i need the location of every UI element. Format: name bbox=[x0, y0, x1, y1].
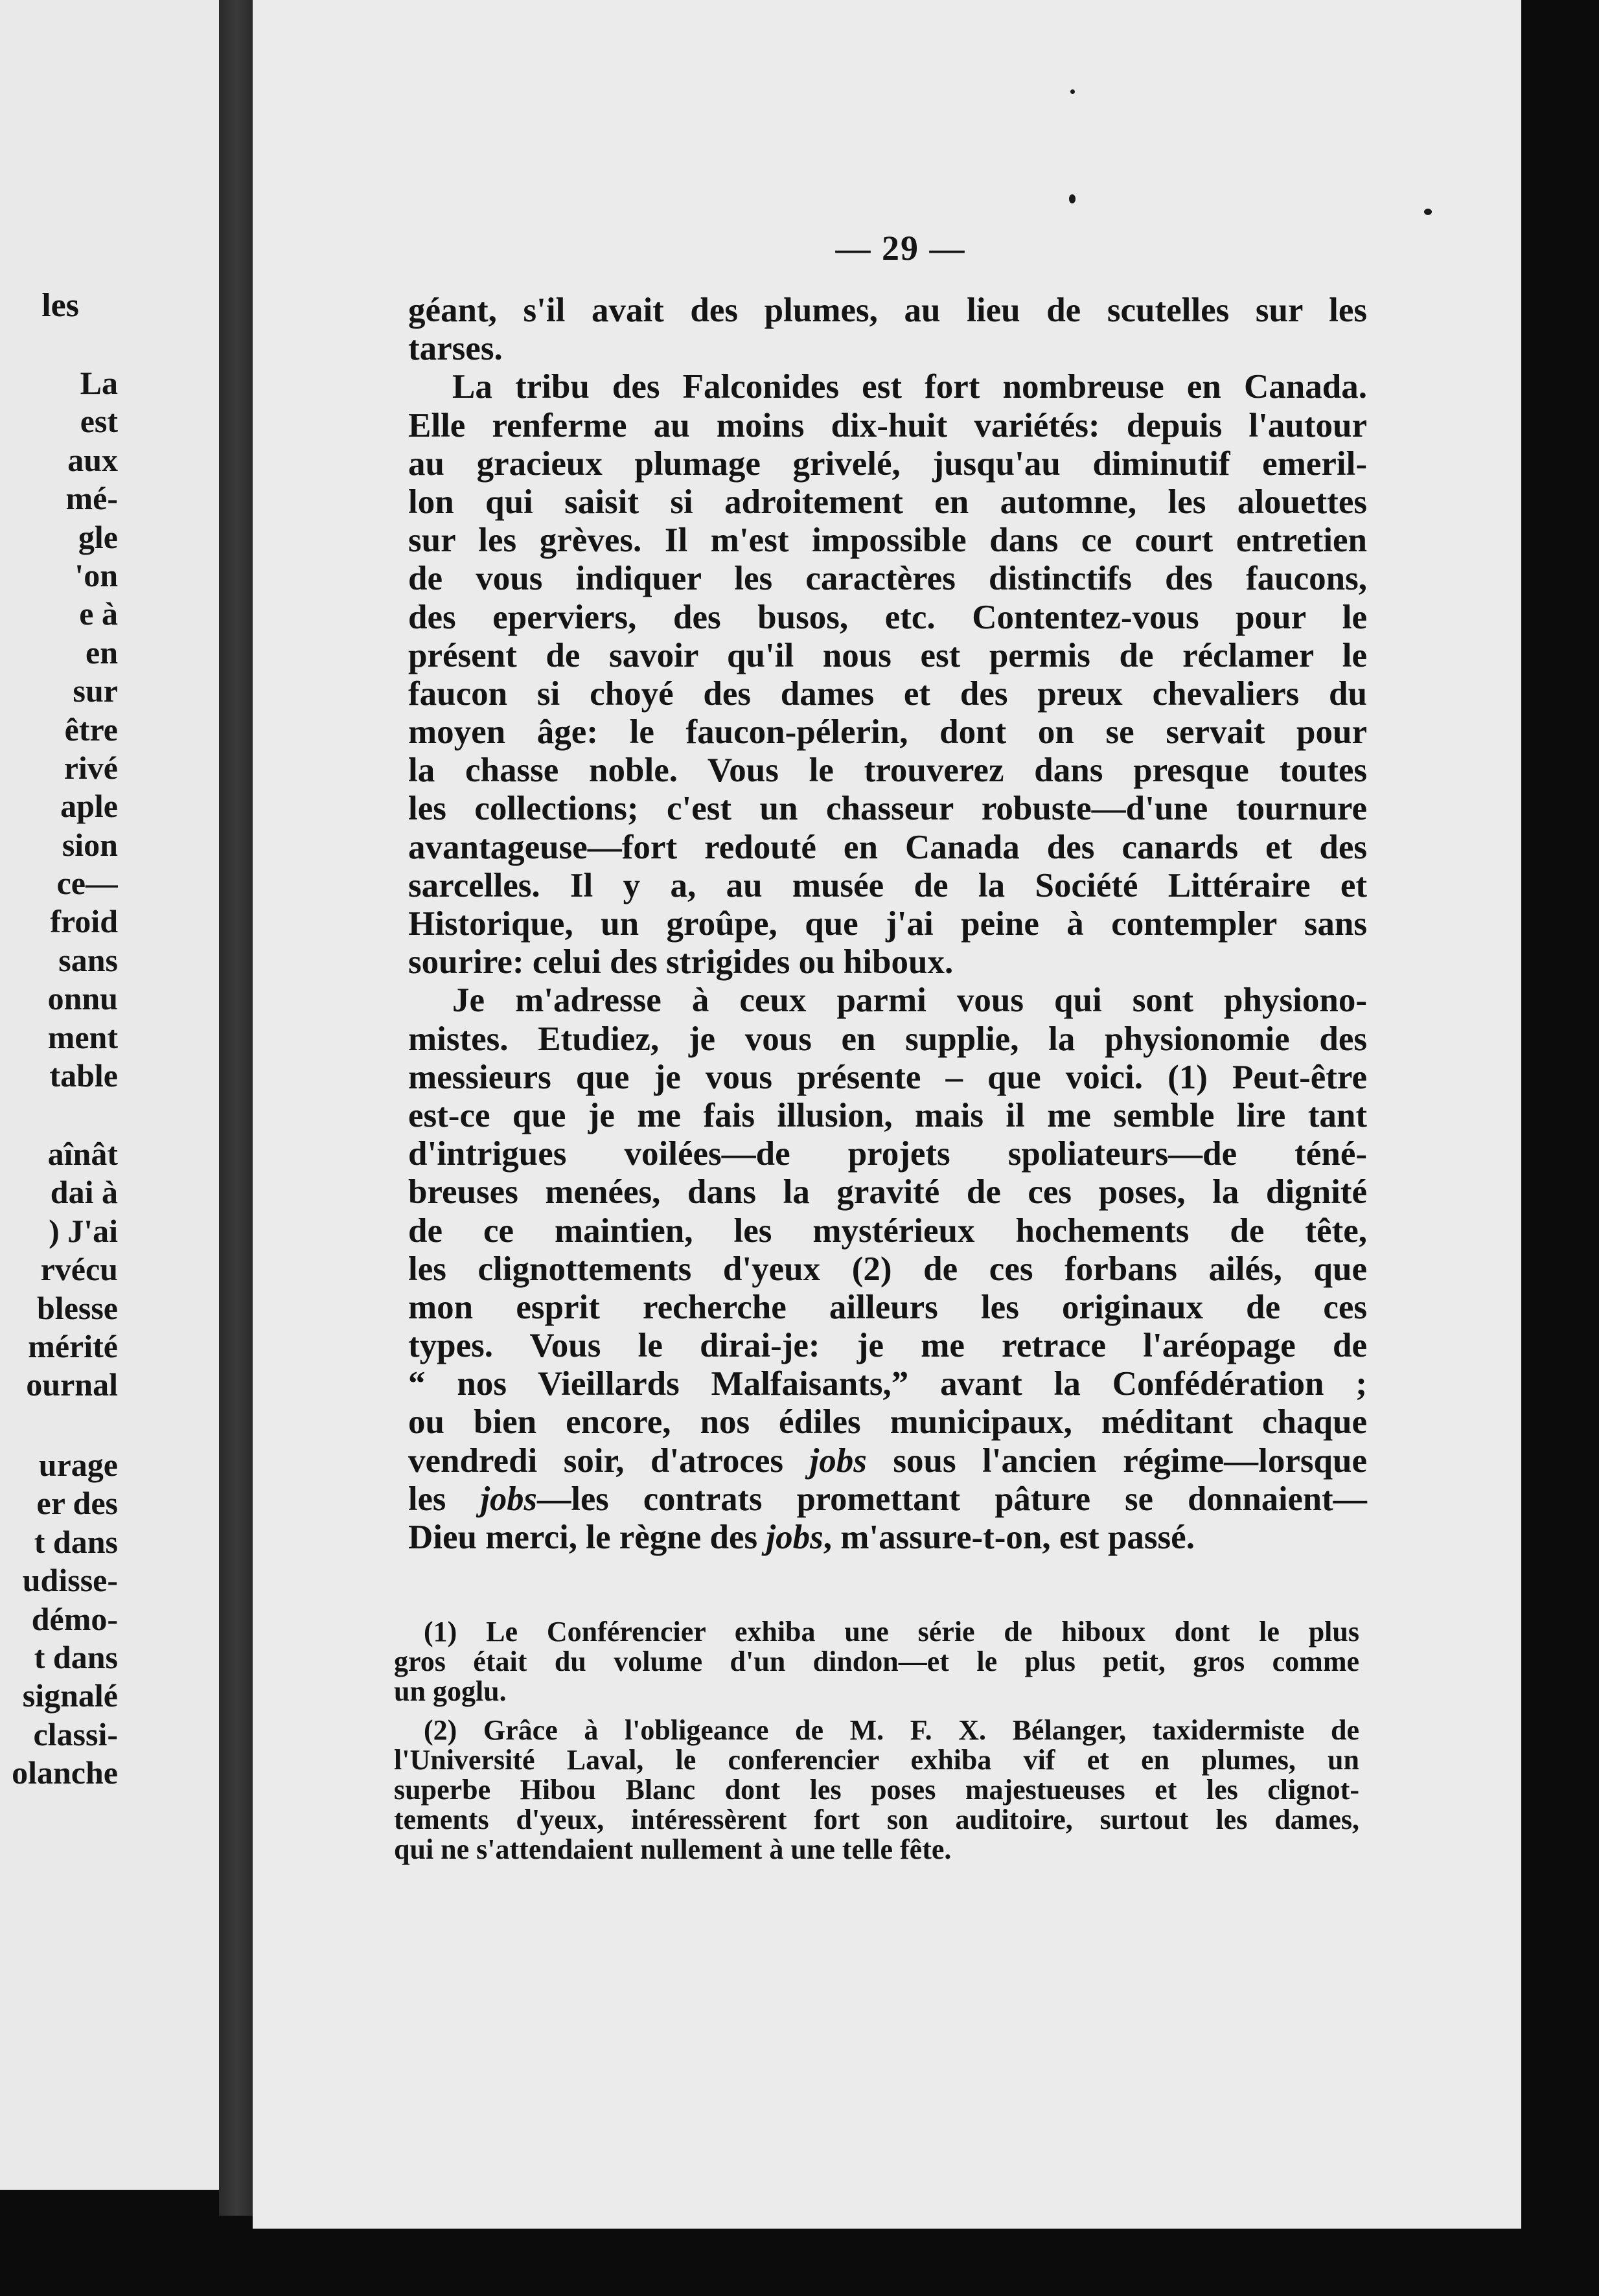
left-line: froid bbox=[50, 903, 118, 940]
main-page bbox=[253, 0, 1521, 2229]
text-line: les collections; c'est un chasseur robuste—d'une tournure bbox=[408, 790, 1367, 828]
text-line: “ nos Vieillards Malfaisants,” avant la Confédération ; bbox=[408, 1365, 1367, 1403]
italic-word-jobs: jobs bbox=[480, 1480, 537, 1518]
footnote-line: superbe Hibou Blanc dont les poses majestueuses et les clignot- bbox=[394, 1774, 1359, 1806]
italic-word-jobs: jobs bbox=[766, 1519, 823, 1556]
page-number: — 29 — bbox=[835, 229, 966, 268]
left-line: La bbox=[80, 365, 118, 401]
text-line: de ce maintien, les mystérieux hochements de tête, bbox=[408, 1211, 1367, 1250]
text-line: des eperviers, des busos, etc. Contentez-vous pour le bbox=[408, 598, 1367, 636]
left-line: gle bbox=[78, 518, 118, 555]
text-line: au gracieux plumage grivelé, jusqu'au diminutif emeril- bbox=[408, 444, 1367, 483]
left-line: e à bbox=[79, 595, 118, 632]
text-line: tarses. bbox=[408, 330, 503, 368]
footnote-line: un goglu. bbox=[394, 1675, 507, 1707]
text-line: Je m'adresse à ceux parmi vous qui sont physiono- bbox=[452, 982, 1367, 1020]
text-line: moyen âge: le faucon-pélerin, dont on se servait pour bbox=[408, 713, 1367, 752]
text-line: sur les grèves. Il m'est impossible dans ce court entretien bbox=[408, 522, 1367, 560]
left-line: sans bbox=[58, 941, 118, 978]
text-line: de vous indiquer les caractères distinctifs des faucons, bbox=[408, 560, 1367, 598]
left-line: mé- bbox=[65, 480, 118, 517]
text-fragment: , m'assure-t-on, est passé. bbox=[823, 1519, 1195, 1556]
body-text bbox=[408, 292, 1367, 1557]
text-line: présent de savoir qu'il nous est permis de réclamer le bbox=[408, 636, 1367, 674]
left-page-heading: les bbox=[41, 287, 79, 324]
left-line: démo- bbox=[31, 1600, 118, 1637]
text-line-with-italic bbox=[408, 1442, 1367, 1480]
left-page-column-top bbox=[0, 364, 118, 1095]
footnote-line: (1) Le Conférencier exhiba une série de hiboux dont le plus bbox=[424, 1616, 1359, 1647]
ink-speck bbox=[1424, 209, 1432, 215]
text-line-with-italic bbox=[408, 1519, 1367, 1557]
text-line: breuses menées, dans la gravité de ces poses, la dignité bbox=[408, 1173, 1367, 1211]
left-line: est bbox=[80, 403, 118, 440]
left-line: rvécu bbox=[40, 1251, 118, 1288]
text-line: d'intrigues voilées—de projets spoliateurs—de téné- bbox=[408, 1135, 1367, 1173]
left-line: rivé bbox=[63, 749, 118, 786]
ink-speck bbox=[1069, 194, 1076, 203]
left-line: dai à bbox=[50, 1174, 118, 1211]
text-fragment: —les contrats promettant pâture se donnaient— bbox=[536, 1480, 1367, 1518]
text-line: faucon si choyé des dames et des preux chevaliers du bbox=[408, 674, 1367, 713]
left-line: blesse bbox=[37, 1289, 118, 1326]
text-line: sourire: celui des strigides ou hiboux. bbox=[408, 943, 954, 982]
left-line: en bbox=[86, 634, 118, 671]
text-line: types. Vous le dirai-je: je me retrace l'aréopage de bbox=[408, 1327, 1367, 1365]
left-line: onnu bbox=[47, 980, 118, 1017]
left-line: ce— bbox=[56, 865, 118, 902]
text-line: messieurs que je vous présente – que voici. (1) Peut-être bbox=[408, 1058, 1367, 1096]
left-line: sion bbox=[62, 826, 118, 863]
text-line: mistes. Etudiez, je vous en supplie, la physionomie des bbox=[408, 1020, 1367, 1058]
footnote-line: qui ne s'attendaient nullement à une telle fête. bbox=[394, 1833, 952, 1865]
left-line: ) J'ai bbox=[49, 1212, 118, 1249]
text-line: mon esprit recherche ailleurs les originaux de ces bbox=[408, 1288, 1367, 1326]
text-fragment: sous l'ancien régime—lorsque bbox=[866, 1441, 1367, 1480]
footnote-line: l'Université Laval, le conferencier exhiba vif et en plumes, un bbox=[394, 1744, 1359, 1776]
text-line: Elle renferme au moins dix-huit variétés: depuis l'autour bbox=[408, 406, 1367, 444]
text-line-with-italic bbox=[408, 1480, 1367, 1519]
left-line: ment bbox=[47, 1018, 118, 1055]
text-line: ou bien encore, nos édiles municipaux, méditant chaque bbox=[408, 1403, 1367, 1441]
footnote-line: (2) Grâce à l'obligeance de M. F. X. Bélanger, taxidermiste de bbox=[424, 1714, 1359, 1746]
left-line: aux bbox=[67, 441, 118, 478]
left-line: être bbox=[64, 711, 118, 748]
text-line: Historique, un groûpe, que j'ai peine à contempler sans bbox=[408, 905, 1367, 943]
left-line: table bbox=[49, 1057, 118, 1094]
footnote-line: tements d'yeux, intéressèrent fort son auditoire, surtout les dames, bbox=[394, 1804, 1359, 1835]
text-line: La tribu des Falconides est fort nombreuse en Canada. bbox=[452, 368, 1367, 406]
left-line: sur bbox=[73, 672, 118, 709]
left-line: classi- bbox=[33, 1716, 118, 1752]
text-line: la chasse noble. Vous le trouverez dans presque toutes bbox=[408, 752, 1367, 790]
text-line: lon qui saisit si adroitement en automne, les alouettes bbox=[408, 483, 1367, 521]
left-line: ournal bbox=[26, 1366, 118, 1403]
left-line: mérité bbox=[28, 1327, 118, 1364]
text-line: est-ce que je me fais illusion, mais il me semble lire tant bbox=[408, 1096, 1367, 1134]
text-line: sarcelles. Il y a, au musée de la Société Littéraire et bbox=[408, 866, 1367, 904]
text-fragment: les bbox=[408, 1480, 481, 1518]
left-line: udisse- bbox=[22, 1562, 118, 1599]
left-page-column-middle bbox=[0, 1135, 118, 1405]
text-line: avantageuse—fort redouté en Canada des canards et des bbox=[408, 828, 1367, 866]
left-page-column-bottom bbox=[0, 1446, 118, 1793]
italic-word-jobs: jobs bbox=[809, 1441, 867, 1480]
left-line: t dans bbox=[34, 1638, 118, 1675]
footnote-line: gros était du volume d'un dindon—et le plus petit, gros comme bbox=[394, 1646, 1359, 1677]
left-page-fragment bbox=[0, 0, 235, 2190]
text-fragment: Dieu merci, le règne des bbox=[408, 1519, 766, 1556]
text-fragment: vendredi soir, d'atroces bbox=[408, 1441, 810, 1480]
footnotes bbox=[394, 1617, 1359, 1865]
left-line: 'on bbox=[75, 557, 118, 593]
left-line: olanche bbox=[12, 1754, 118, 1791]
left-line: aple bbox=[60, 788, 118, 825]
ink-speck bbox=[1070, 89, 1075, 94]
left-line: urage bbox=[38, 1447, 118, 1483]
text-line: géant, s'il avait des plumes, au lieu de scutelles sur les bbox=[408, 292, 1367, 329]
text-line: les clignottements d'yeux (2) de ces forbans ailés, que bbox=[408, 1250, 1367, 1288]
left-line: aînât bbox=[47, 1136, 118, 1172]
left-line: signalé bbox=[22, 1677, 118, 1714]
left-line: er des bbox=[36, 1485, 118, 1522]
left-line: t dans bbox=[34, 1523, 118, 1560]
